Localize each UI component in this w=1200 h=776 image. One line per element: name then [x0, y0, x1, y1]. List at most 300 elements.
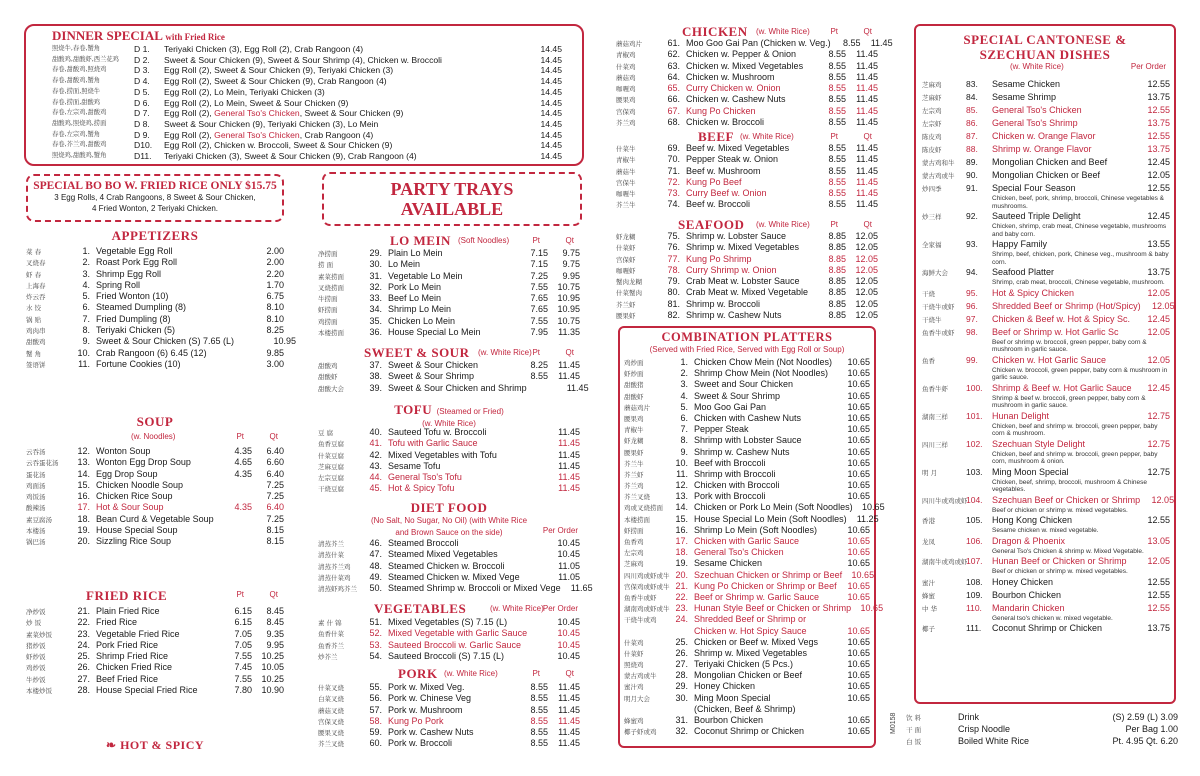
extras-section — [906, 712, 1178, 748]
item-price: 12.55 — [1147, 576, 1170, 587]
chinese-name: 虾炒饭 — [26, 653, 46, 662]
price-pint: 7.55 — [234, 673, 252, 684]
combo-list — [624, 357, 885, 737]
item-number: 28. — [77, 685, 90, 696]
menu-item — [26, 314, 284, 325]
chinese-name: 左宗豆腐 — [318, 474, 344, 483]
price-quart: 12.05 — [855, 242, 878, 253]
chinese-name: 春卷,捞面,照烧牛 — [52, 87, 101, 95]
item-price: 12.55 — [1147, 589, 1170, 600]
item-number: 40. — [369, 427, 382, 437]
item-name: Chicken w. Mixed Vegetables — [686, 60, 804, 71]
chinese-name: 蒙古鸡或牛 — [624, 672, 657, 681]
special-per-order: Per Order — [1130, 62, 1166, 71]
price-pint: 8.85 — [828, 298, 846, 309]
item-name: Chicken w. Hot Garlic Sauce — [992, 354, 1107, 365]
menu-item — [26, 269, 284, 280]
chinese-name: 牛捞面 — [318, 295, 338, 304]
combo-item — [624, 525, 870, 536]
item-number: 46. — [369, 538, 382, 548]
menu-item — [318, 628, 580, 639]
price-quart: 10.25 — [261, 651, 284, 662]
price-quart: 6.40 — [266, 468, 284, 479]
item-number: 70. — [667, 154, 680, 165]
menu-item — [318, 561, 580, 572]
bo-bo-line2: 4 Fried Wonton, 2 Teriyaki Chicken. — [92, 204, 218, 213]
item-number: 56. — [369, 693, 382, 704]
chinese-name: 蜜汁 — [922, 578, 935, 587]
item-name: Shrimp & Beef w. Hot Garlic Sauce — [992, 382, 1132, 393]
chicken-subtitle: (w. White Rice) — [756, 27, 810, 36]
item-name: Hot & Spicy Tofu — [388, 483, 455, 494]
chinese-name: 宫保牛 — [616, 178, 636, 187]
item-number: 110. — [966, 602, 982, 613]
item-number: 32. — [369, 281, 382, 292]
menu-item — [26, 257, 284, 268]
price-quart: 11.05 — [558, 560, 580, 571]
special-item — [922, 382, 1170, 410]
chinese-name: 鱼香鸡 — [624, 538, 644, 546]
extra-name: Boiled White Rice — [958, 736, 1030, 746]
seafood-list — [616, 231, 878, 321]
price-pint: 8.55 — [530, 727, 548, 738]
menu-item — [318, 304, 580, 315]
chinese-name: 左宗鸡 — [624, 549, 644, 558]
item-number: 111. — [966, 623, 982, 633]
item-name: Shrimp Egg Roll — [96, 268, 162, 279]
menu-item — [616, 83, 878, 94]
menu-item — [318, 461, 580, 472]
dinner-name-hot: General Tso's Chicken — [214, 108, 300, 119]
chinese-name: 青椒鸡 — [616, 51, 636, 60]
chinese-name: 蛋花汤 — [26, 470, 46, 479]
special-row — [922, 514, 1170, 527]
special-row — [922, 589, 1170, 602]
menu-item — [616, 106, 878, 117]
item-price: 10.65 — [847, 591, 870, 602]
sweet-sour-title: SWEET & SOUR — [364, 345, 470, 360]
item-number: 6. — [680, 412, 688, 423]
price-quart: 10.90 — [261, 685, 284, 696]
item-name: Hot & Sour Soup — [96, 502, 164, 513]
item-name: Shrimp Lo Mein (Soft Noodles) — [694, 524, 818, 535]
chicken-list — [616, 38, 893, 128]
item-name: Shrimp w. Cashew Nuts — [694, 446, 790, 457]
price-quart: 11.45 — [558, 427, 580, 437]
chinese-name: 蘑菇牛 — [616, 167, 636, 176]
lo-mein-qt-header: Qt — [565, 236, 574, 245]
combo-item — [624, 670, 870, 681]
item-number: 76. — [667, 242, 680, 253]
side-code: M0158 — [890, 712, 897, 734]
item-number: 78. — [667, 264, 680, 275]
item-number: 13. — [77, 457, 90, 468]
item-name: Honey Chicken — [992, 576, 1054, 587]
item-name: Beef w. Mushroom — [686, 165, 761, 176]
beef-pt-header: Pt — [830, 132, 838, 141]
item-description: Chicken, shrimp, crab meat, Chinese vegetable, mushrooms and baby corn. — [992, 223, 1167, 238]
item-number: 24. — [675, 614, 688, 625]
chinese-name: 本楼捞面 — [624, 515, 650, 524]
price-pint: 8.85 — [828, 231, 846, 241]
item-number: 96. — [966, 300, 978, 311]
item-number: 33. — [369, 293, 382, 304]
item-price: 10.65 — [847, 636, 870, 647]
menu-item — [616, 188, 878, 199]
menu-item — [26, 359, 284, 370]
item-price: 12.45 — [1147, 157, 1170, 167]
dinner-code: D 3. — [134, 65, 150, 76]
chinese-name: 照烧鸡,甜酸鸡,蟹角 — [52, 152, 107, 160]
item-number: 24. — [77, 639, 90, 650]
price-quart: 11.45 — [856, 165, 878, 176]
bo-bo-box — [26, 174, 284, 222]
item-name: Bean Curd & Vegetable Soup — [96, 513, 214, 524]
item-number: 74. — [667, 199, 680, 210]
item-name: Roast Pork Egg Roll — [96, 257, 178, 268]
item-name: Shrimp Fried Rice — [96, 651, 169, 662]
menu-item — [26, 348, 284, 359]
item-name: Dragon & Phoenix — [992, 535, 1066, 546]
item-name: Bourbon Chicken — [992, 589, 1062, 600]
item-number: 36. — [369, 327, 382, 338]
chinese-name: 牛炒饭 — [26, 675, 46, 684]
combo-item — [624, 626, 870, 637]
special-item — [922, 438, 1170, 466]
chinese-name: 鱼香 — [922, 356, 935, 365]
dinner-item — [52, 44, 562, 55]
dinner-special-title: DINNER SPECIAL with Fried Rice — [52, 28, 225, 43]
menu-item — [26, 491, 284, 502]
item-name: Szechuan Chicken or Shrimp or Beef — [694, 569, 843, 580]
menu-item — [616, 49, 878, 60]
menu-item — [318, 293, 580, 304]
price-pint: 8.55 — [828, 165, 846, 176]
dinner-code: D 8. — [134, 118, 150, 129]
item-price: 10.65 — [847, 390, 870, 401]
combo-item — [624, 379, 870, 390]
combo-subtitle: (Served with Fried Rice, Served with Egg Roll or Soup) — [649, 345, 845, 354]
item-name: Steamed Shrimp w. Broccoli or Mixed Vege — [388, 583, 561, 594]
menu-item — [318, 572, 580, 583]
item-number: 77. — [667, 253, 680, 264]
item-name: Sesame Chicken — [694, 558, 763, 569]
item-number: 17. — [675, 536, 688, 546]
chinese-name: 什菜鸡 — [616, 62, 636, 71]
price-pint: 4.35 — [234, 468, 252, 479]
combo-item — [624, 502, 885, 513]
price-pint: 8.85 — [828, 253, 846, 264]
price-quart: 9.75 — [562, 248, 580, 258]
dinner-name: Egg Roll (2), Sweet & Sour Chicken (9), Teriyaki Chicken (3) — [164, 65, 394, 76]
item-name: Mixed Vegetables with Tofu — [388, 449, 497, 460]
item-number: 29. — [675, 681, 688, 692]
price-quart: 9.95 — [562, 270, 580, 281]
item-price: 10.65 — [862, 502, 885, 513]
item-number: 21. — [77, 606, 90, 616]
item-name: Chicken Chow Mein (Not Noodles) — [694, 357, 833, 367]
item-name: Fried Rice — [96, 617, 138, 628]
item-number: 66. — [667, 94, 680, 105]
menu-item — [318, 583, 593, 594]
dinner-name — [164, 130, 526, 141]
menu-item — [318, 316, 580, 327]
item-name: Plain Fried Rice — [96, 606, 160, 616]
item-name: Beef w. Mixed Vegetables — [686, 143, 790, 153]
item-number: 62. — [667, 49, 680, 60]
item-name: Steamed Mixed Vegetables — [388, 549, 498, 560]
item-name: Sweet & Sour Chicken — [388, 360, 479, 370]
dinner-name: Sweet & Sour Chicken (9), Teriyaki Chicken (3), Lo Mein — [164, 118, 379, 129]
chinese-name: 甜酸鸡 — [26, 338, 46, 347]
chinese-name: 蟹 角 — [26, 349, 42, 358]
chinese-name: 腰果虾 — [624, 448, 644, 457]
price-pint: 8.85 — [828, 276, 846, 287]
menu-item — [318, 360, 580, 371]
item-name: Crab Meat w. Mixed Vegetable — [686, 287, 809, 298]
diet-food-per-order: Per Order — [542, 526, 578, 535]
special-row — [922, 555, 1170, 568]
item-name: Curry Shrimp w. Onion — [686, 264, 777, 275]
item-number: 55. — [369, 682, 382, 692]
item-price: 10.65 — [847, 692, 870, 703]
chinese-name: 蘑菇叉烧 — [318, 706, 344, 715]
dinner-name — [164, 108, 526, 119]
dinner-name-part: , Sweet & Sour Chicken (9) — [299, 108, 404, 119]
chinese-name: 湖南三样 — [922, 412, 948, 421]
chinese-name: 饮 料 — [906, 714, 922, 722]
chinese-name: 腰果鸡 — [616, 96, 636, 105]
special-item — [922, 466, 1170, 494]
item-name: Curry Chicken w. Onion — [686, 83, 781, 94]
item-name: Chicken w. Pepper & Onion — [686, 49, 797, 60]
item-name: Beef or Shrimp w. Hot Garlic Sc — [992, 326, 1119, 337]
menu-item — [26, 457, 284, 468]
item-number: 91. — [966, 183, 978, 193]
fried-rice-list — [26, 606, 284, 696]
item-number: 65. — [667, 83, 680, 94]
item-number: 54. — [369, 650, 382, 661]
item-price: 12.75 — [1147, 410, 1170, 421]
dinner-code: D 2. — [134, 54, 150, 65]
item-price: 12.75 — [1147, 466, 1170, 477]
chinese-name: 本楼炒饭 — [26, 687, 52, 696]
menu-item — [318, 727, 580, 738]
item-name: Ming Moon Special — [992, 466, 1069, 477]
item-name: Sauteed Broccoli w. Garlic Sauce — [388, 639, 522, 650]
hot-pepper-icon: ❧ — [106, 738, 117, 752]
price-quart: 7.25 — [266, 513, 284, 524]
menu-item — [26, 480, 284, 491]
special-row — [922, 169, 1170, 182]
item-number: 82. — [667, 310, 680, 321]
special-item — [922, 130, 1170, 143]
extra-name: Crisp Noodle — [958, 724, 1011, 734]
menu-item — [616, 166, 878, 177]
menu-item — [318, 472, 580, 483]
item-name: Curry Beef w. Onion — [686, 188, 767, 199]
item-number: 61. — [667, 38, 680, 48]
special-row — [922, 238, 1170, 251]
menu-item — [318, 450, 580, 461]
seafood-title: SEAFOOD — [678, 217, 745, 232]
price-quart: 10.45 — [557, 628, 580, 639]
special-row — [922, 466, 1170, 479]
chinese-name: 蜂蜜鸡 — [624, 717, 644, 725]
combo-item — [624, 558, 870, 569]
chinese-name: 鸡或叉烧捞面 — [624, 504, 663, 513]
item-number: 57. — [369, 704, 382, 715]
special-item — [922, 238, 1170, 266]
price-quart: 9.75 — [562, 259, 580, 270]
dinner-name-part: , Crab Rangoon (4) — [299, 129, 374, 140]
dinner-name: Teriyaki Chicken (3), Egg Roll (2), Crab Rangoon (4) — [164, 44, 364, 54]
chinese-name: 宫保虾 — [616, 255, 636, 264]
diet-food-subtitle-2: and Brown Sauce on the side) — [395, 528, 503, 537]
menu-item — [26, 629, 284, 640]
item-name: Chicken & Beef w. Hot & Spicy Sc. — [992, 313, 1131, 324]
menu-item — [616, 94, 878, 105]
item-price: 13.75 — [1147, 118, 1170, 128]
menu-item — [318, 327, 580, 338]
item-name: Wonton Egg Drop Soup — [96, 457, 191, 468]
dinner-code: D10. — [134, 140, 153, 151]
fried-rice-pt-header: Pt — [236, 590, 244, 599]
dinner-code: D 9. — [134, 129, 150, 140]
menu-item — [26, 280, 284, 291]
item-number: 15. — [675, 513, 688, 524]
price-pint: 8.55 — [530, 682, 548, 692]
item-name: Moo Goo Gai Pan — [694, 401, 767, 412]
item-description: Beef or chicken or shrimp w. mixed vegetables. — [992, 568, 1128, 575]
chinese-name: 芥兰叉烧 — [624, 493, 650, 502]
price-quart: 3.00 — [266, 358, 284, 369]
item-name: Shrimp w. Cashew Nuts — [686, 310, 782, 321]
item-number: 25. — [77, 651, 90, 662]
item-name: Beef Lo Mein — [388, 293, 442, 304]
menu-item — [616, 117, 878, 128]
item-number: 102. — [966, 438, 983, 449]
item-number: 51. — [369, 617, 382, 627]
chinese-name: 干烧 — [922, 289, 935, 298]
fried-rice-title: FRIED RICE — [86, 588, 168, 603]
chinese-name: 清蒸什菜 — [318, 551, 344, 560]
price-pint: 8.55 — [828, 199, 846, 210]
appetizers-title: APPETIZERS — [111, 228, 199, 243]
menu-item — [26, 302, 284, 313]
chinese-name: 鱼香牛或虾 — [922, 328, 955, 337]
price-pint: 8.55 — [828, 143, 846, 153]
menu-item — [616, 299, 878, 310]
chinese-name: 芥兰虾 — [624, 470, 644, 479]
dinner-name: Teriyaki Chicken (3), Sweet & Sour Chicken (9), Crab Rangoon (4) — [164, 151, 417, 162]
item-name: Coconut Shrimp or Chicken — [992, 623, 1103, 633]
item-price: 12.55 — [1147, 79, 1170, 89]
price-quart: 12.05 — [855, 231, 878, 241]
item-name: Sesame Tofu — [388, 460, 441, 471]
price-quart: 10.75 — [557, 315, 580, 326]
item-number: 87. — [966, 131, 978, 141]
item-name: Mixed Vegetable with Garlic Sauce — [388, 628, 528, 639]
dinner-code: D11. — [134, 151, 152, 162]
item-price: 12.45 — [1147, 211, 1170, 221]
item-number: 98. — [966, 326, 978, 337]
vegetables-header — [318, 601, 580, 617]
item-number: 72. — [667, 176, 680, 187]
dinner-item — [52, 140, 562, 151]
dinner-code: D 5. — [134, 86, 150, 97]
item-name: Pork with Broccoli — [694, 491, 766, 502]
special-item — [922, 104, 1170, 117]
chinese-name: 甜酸大会 — [318, 384, 344, 393]
combo-item — [624, 581, 870, 592]
item-number: 9. — [82, 336, 90, 347]
item-number: 48. — [369, 560, 382, 571]
menu-item — [616, 38, 893, 49]
chicken-qt-header: Qt — [863, 27, 872, 36]
special-item — [922, 622, 1170, 635]
special-row — [922, 287, 1170, 300]
price-quart: 1.70 — [266, 279, 284, 290]
chinese-name: 芥兰鸡 — [616, 119, 636, 128]
chinese-name: 干烧豆腐 — [318, 485, 344, 494]
chinese-name: 鸡炒饭 — [26, 664, 46, 673]
chinese-name: 豆 腐 — [318, 429, 334, 437]
item-name: General Tso's Chicken — [992, 105, 1082, 115]
price-pint: 8.55 — [828, 49, 846, 60]
price-pint: 8.85 — [828, 310, 846, 321]
chinese-name: 菜 春 — [26, 248, 42, 256]
item-number: 5. — [680, 401, 688, 412]
item-price: 12.55 — [1147, 602, 1170, 613]
menu-item — [318, 693, 580, 704]
chinese-name: 青椒牛 — [624, 426, 644, 435]
item-number: 20. — [675, 569, 688, 580]
item-number: 79. — [667, 276, 680, 287]
chinese-name: 咖喱牛 — [616, 190, 636, 199]
menu-item — [616, 61, 878, 72]
item-name: Kung Po Shrimp — [686, 253, 752, 264]
special-row — [922, 410, 1170, 423]
soup-list — [26, 446, 284, 548]
chinese-name: 鱼香牛或虾 — [624, 593, 657, 602]
chinese-name: 芝麻豆腐 — [318, 462, 344, 471]
item-description: Shrimp, crab meat, broccoli, Chinese vegetable, mushroom. — [992, 279, 1165, 286]
combo-item — [624, 637, 870, 648]
item-number: 11. — [78, 358, 90, 369]
chinese-name: 春卷,左宗鸡,甜酸鸡 — [52, 109, 107, 117]
chinese-name: 叉烧春 — [26, 259, 46, 268]
chinese-name: 锅巴汤 — [26, 538, 46, 547]
item-name: Beef or Shrimp w. Garlic Sauce — [694, 591, 820, 602]
chinese-name: 什菜叉烧 — [318, 684, 344, 692]
chinese-name: 虾龙糊 — [616, 233, 636, 241]
combo-item — [624, 536, 870, 547]
chinese-name: 炒 饭 — [26, 619, 42, 628]
dinner-price: 14.45 — [540, 76, 562, 87]
menu-item — [616, 287, 878, 298]
soup-pt-header: Pt — [236, 432, 244, 441]
item-number: 103. — [966, 466, 983, 477]
dinner-name-part: Egg Roll (2), — [164, 108, 215, 119]
item-price: 10.65 — [847, 580, 870, 591]
price-quart: 10.25 — [261, 673, 284, 684]
pork-title: PORK — [398, 666, 438, 681]
chinese-name: 什菜虾 — [616, 244, 636, 253]
item-name: Teriyaki Chicken (5) — [96, 325, 176, 336]
item-price: 10.65 — [847, 412, 870, 423]
menu-item — [616, 177, 878, 188]
